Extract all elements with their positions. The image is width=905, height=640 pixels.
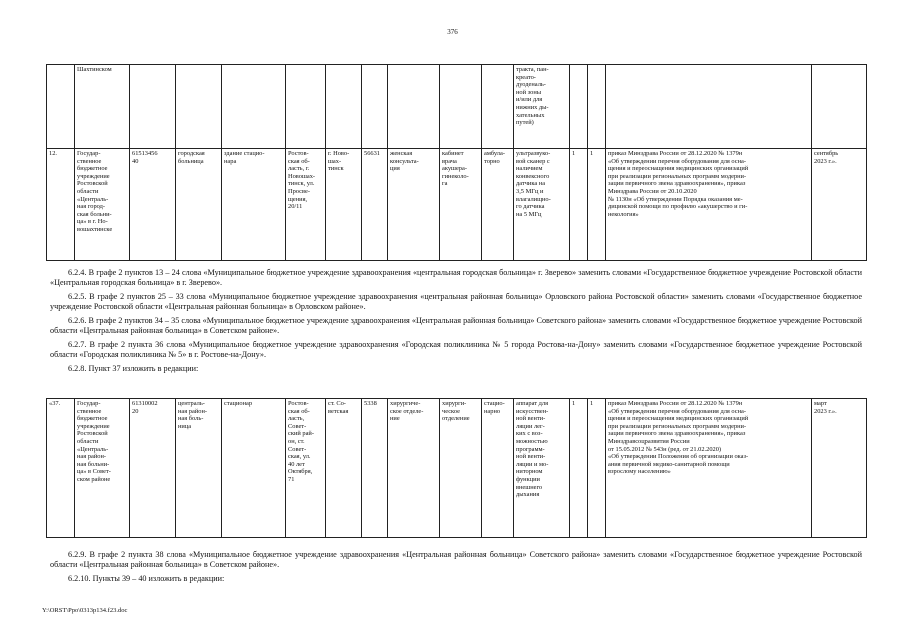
cell-organization: Шахтинском [75,65,130,149]
cell-qty-planned: 1 [588,399,606,538]
paragraph-6-2-7: 6.2.7. В графе 2 пункта 36 слова «Муниципальное бюджетное учреждение здравоохранения «Городская поликлиника № 5 города Ростова-на-Дону» заменить словами «Государственное бюджетное учреждение Ростовской области «Городская поликлиника № 5» в г. Ростове-на-Дону». [50,340,862,359]
table-row [47,65,867,149]
cell-unit: хирурги- ческое отделение [440,399,482,538]
cell-organization: Государ- ственное бюджетное учреждение Ростовской области «Централь- ная город- ская больни- ца» в г. Но- вошахтинске [75,149,130,261]
cell-department: женская консульта- ция [388,149,440,261]
cell-locality: ст. Со- ветская [326,399,362,538]
paragraph-6-2-6: 6.2.6. В графе 2 пунктов 34 – 35 слова «Муниципальное бюджетное учреждение здравоохранения «Центральная районная больница» Советского района» заменить словами «Государственное бюджетное учреждение Ростовской области «Центральная районная больница» в Советском районе». [50,316,862,335]
table-row [47,399,867,538]
table-row [47,149,867,261]
cell-building: стационар [222,399,286,538]
cell-legal-basis: приказ Минздрава России от 28.12.2020 № 1379н «Об утверждении перечня оборудования для осна- щения и переоснащения медицинских организаций при реализации региональных программ модерни- зации первичного звена здравоохранения», приказ Минздравсоцразвития России от 15.05.2012 № 543н (ред. от 21.02.2020) «Об утверждении Положения об организации оказ- ания первичной медико-санитарной помощи взрослому населению» [606,399,812,538]
page-number: 376 [447,28,458,36]
cell-equipment: аппарат для искусствен- ной венти- ляции лег- ких с воз- можностью программ- ной венти- ляции и мо- ниторном функции внешнего дыхания [514,399,570,538]
cell-qty-required: 1 [570,399,588,538]
cell-code: 61310002 20 [130,399,176,538]
cell-type: городская больница [176,149,222,261]
cell-care-form: стацио- нарно [482,399,514,538]
paragraph-6-2-5: 6.2.5. В графе 2 пунктов 25 – 33 слова «Муниципальное бюджетное учреждение здравоохранения «центральная районная больница» Орловского района Ростовской области» заменить словами «Государственное бюджетное учреждение Ростовской области «Центральная районная больница» в Орловском районе». [50,292,862,311]
cell-care-form: амбула- торно [482,149,514,261]
cell-qty-planned: 1 [588,149,606,261]
file-path-footer: Y:\ORST\Ppo\0313p134.f23.doc [42,607,128,614]
cell-equipment: ультразвуко- вой сканер с наличием конвексного датчика на 3,5 МГц и влагалищно- го датчика на 5 МГц [514,149,570,261]
paragraph-6-2-4: 6.2.4. В графе 2 пунктов 13 – 24 слова «Муниципальное бюджетное учреждение здравоохранения «центральная городская больница» г. Зверево» заменить словами «Государственное бюджетное учреждение Ростовской области «Центральная городская больница» в г. Зверево». [50,268,862,287]
cell-type: централь- ная район- ная боль- ница [176,399,222,538]
cell-building: здание стацио- нара [222,149,286,261]
cell-organization: Государ- ственное бюджетное учреждение Ростовской области «Централь- ная район- ная больни- ца» в Совет- ском районе [75,399,130,538]
cell-legal-basis: приказ Минздрава России от 28.12.2020 № 1379н «Об утверждении перечня оборудования для осна- щения и переоснащения медицинских организаций при реализации региональных программ модерни- зации первичного звена здравоохранения», приказ Минздрава России от 20.10.2020 № 1130н «Об утверждении Порядка оказания ме- дицинской помощи по профилю «акушерство и ги- некология» [606,149,812,261]
cell-locality: г. Ново- шах- тинск [326,149,362,261]
cell-deadline: март 2023 г.». [812,399,867,538]
cell-deadline: сентябрь 2023 г.». [812,149,867,261]
equipment-table-item-37 [46,398,867,538]
cell-oktmo: 5338 [362,399,388,538]
cell-code: 61513456 40 [130,149,176,261]
cell-address: Ростов- ская об- ласть, Совет- ский рай- он, ст. Совет- ская, ул. 40 лет Октября, 71 [286,399,326,538]
cell-oktmo: 56631 [362,149,388,261]
cell-address: Ростов- ская об- ласть, г. Новошах- тинск, ул. Просве- щения, 20/11 [286,149,326,261]
paragraph-6-2-8: 6.2.8. Пункт 37 изложить в редакции: [68,364,199,373]
cell-qty-required: 1 [570,149,588,261]
equipment-table-continued [46,64,867,261]
cell-number [47,65,75,149]
cell-equipment: тракта, пан- креато- дуоденаль- ной зоны и/или для нижних ды- хательных путей) [514,65,570,149]
cell-number: 12. [47,149,75,261]
paragraph-6-2-10: 6.2.10. Пункты 39 – 40 изложить в редакции: [68,574,225,583]
cell-department: хирургиче- ское отделе- ние [388,399,440,538]
cell-unit: кабинет врача акушера- гинеколо- га [440,149,482,261]
cell-number: «37. [47,399,75,538]
paragraph-6-2-9: 6.2.9. В графе 2 пункта 38 слова «Муниципальное бюджетное учреждение здравоохранения «Центральная районная больница» Советского района» заменить словами «Государственное бюджетное учреждение Ростовской области «Центральная районная больница» в Советском районе». [50,550,862,569]
